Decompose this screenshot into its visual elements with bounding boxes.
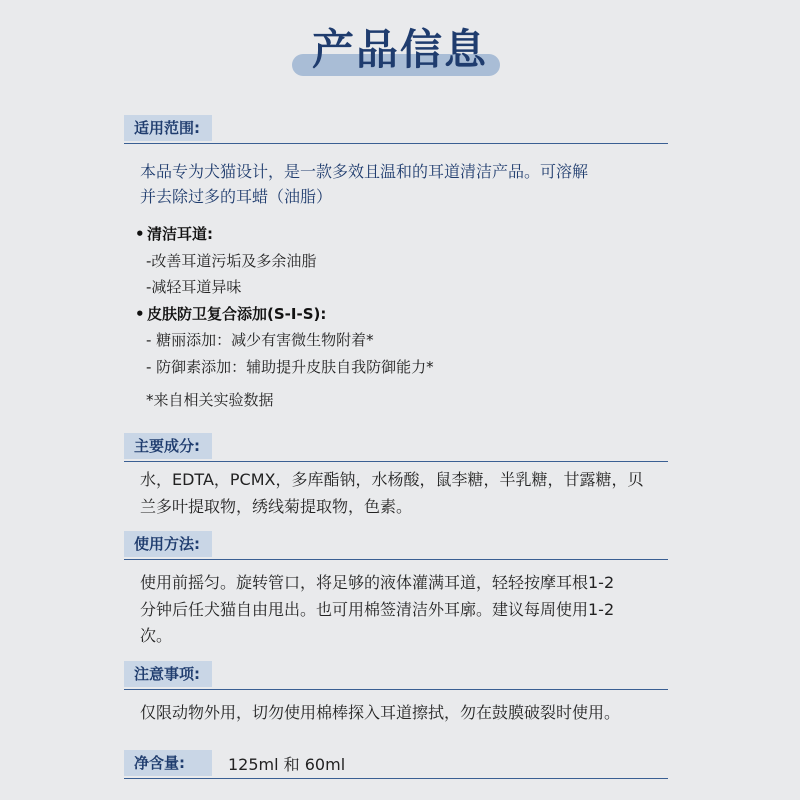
- section-label-scope: 适用范围:: [124, 115, 212, 141]
- section-header-caution: [124, 661, 668, 690]
- section-header-usage: [124, 531, 668, 560]
- caution-line-1: 仅限动物外用，切勿使用棉棒探入耳道擦拭，勿在鼓膜破裂时使用。: [140, 703, 621, 722]
- scope-intro-line-2: 并去除过多的耳蜡（油脂）: [140, 187, 333, 206]
- scope-intro-line-1: 本品专为犬猫设计，是一款多效且温和的耳道清洁产品。可溶解: [140, 162, 589, 181]
- usage-line-1: 使用前摇匀。旋转管口，将足够的液体灌满耳道，轻轻按摩耳根1-2: [140, 573, 615, 592]
- page-title: 产品信息: [311, 25, 488, 74]
- bullet-heading-sis-text: 皮肤防卫复合添加(S-I-S):: [147, 305, 327, 323]
- bullet-dot: •: [135, 225, 145, 243]
- section-header-ingredients: [124, 433, 668, 462]
- list-item: - 防御素添加：辅助提升皮肤自我防御能力*: [146, 358, 434, 376]
- bullet-heading-cleaning: [135, 222, 213, 246]
- section-label-net: 净含量:: [124, 750, 212, 776]
- section-label-ingredients: 主要成分:: [124, 433, 212, 459]
- section-header-net: [124, 750, 668, 779]
- section-header-scope: [124, 115, 668, 144]
- list-item: -减轻耳道异味: [146, 278, 242, 296]
- bullet-dot: •: [135, 305, 145, 323]
- section-label-caution: 注意事项:: [124, 661, 212, 687]
- footnote: *来自相关实验数据: [146, 391, 274, 409]
- net-content-value: 125ml 和 60ml: [228, 755, 346, 774]
- usage-line-2: 分钟后任犬猫自由甩出。也可用棉签清洁外耳廓。建议每周使用1-2: [140, 600, 615, 619]
- list-item: - 糖丽添加：减少有害微生物附着*: [146, 331, 374, 349]
- ingredients-line-1: 水，EDTA，PCMX，多库酯钠，水杨酸，鼠李糖，半乳糖，甘露糖，贝: [140, 470, 644, 489]
- bullet-heading-cleaning-text: 清洁耳道:: [147, 225, 213, 243]
- page-title-block: [0, 22, 800, 82]
- usage-line-3: 次。: [140, 626, 173, 645]
- list-item: -改善耳道污垢及多余油脂: [146, 252, 317, 270]
- ingredients-line-2: 兰多叶提取物，绣线菊提取物，色素。: [140, 497, 413, 516]
- section-label-usage: 使用方法:: [124, 531, 212, 557]
- bullet-heading-sis: [135, 302, 326, 326]
